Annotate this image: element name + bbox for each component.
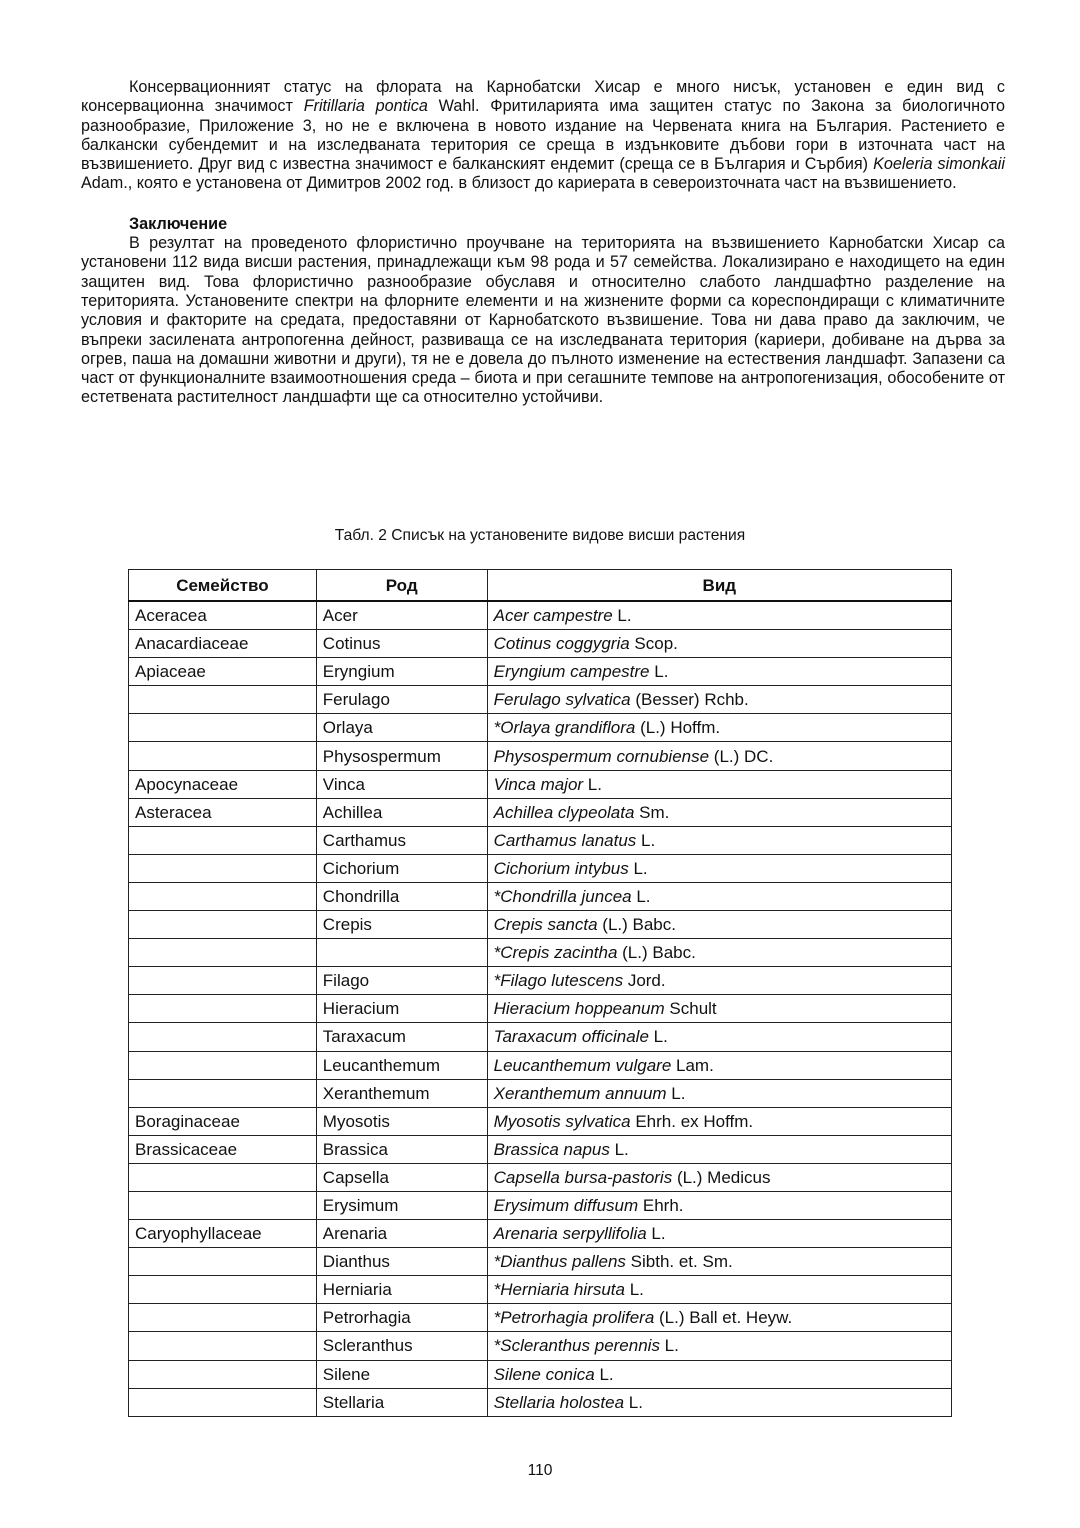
genus-cell: Myosotis (316, 1107, 487, 1135)
species-author: (L.) Babc. (597, 915, 676, 935)
species-table (128, 569, 952, 1417)
species-cell (487, 854, 951, 882)
species-author: Sm. (634, 802, 670, 822)
table-row (129, 1107, 952, 1135)
species-cell (487, 686, 951, 714)
genus-cell: Scleranthus (316, 1332, 487, 1360)
family-cell (129, 967, 317, 995)
table-row (129, 686, 952, 714)
family-cell: Asteracea (129, 798, 317, 826)
table-row (129, 1163, 952, 1191)
species-cell (487, 1360, 951, 1388)
species-epithet: Eryngium campestre (493, 662, 650, 682)
genus-cell: Capsella (316, 1163, 487, 1191)
species-cell (487, 1332, 951, 1360)
table-row (129, 658, 952, 686)
species-author: Ehrh. (638, 1196, 684, 1216)
species-name: Fritillaria pontica (303, 97, 428, 116)
species-epithet: *Dianthus pallens (493, 1252, 626, 1272)
species-cell (487, 770, 951, 798)
species-cell (487, 798, 951, 826)
species-cell (487, 601, 951, 630)
table-row (129, 826, 952, 854)
text-run: Adam., която е установена от Димитров 2002 год. в близост до кариерата в североизточната част на възвишението. (81, 174, 957, 193)
table-row (129, 939, 952, 967)
species-cell (487, 1023, 951, 1051)
family-cell (129, 854, 317, 882)
family-cell (129, 686, 317, 714)
genus-cell: Erysimum (316, 1191, 487, 1219)
species-author: (L.) Babc. (617, 943, 696, 963)
table-row (129, 882, 952, 910)
species-cell (487, 1135, 951, 1163)
table-row (129, 995, 952, 1023)
table-row (129, 1248, 952, 1276)
genus-cell: Eryngium (316, 658, 487, 686)
species-epithet: Physospermum cornubiense (493, 746, 710, 766)
species-cell (487, 658, 951, 686)
species-cell (487, 1248, 951, 1276)
family-cell (129, 1304, 317, 1332)
genus-cell: Ferulago (316, 686, 487, 714)
family-cell: Caryophyllaceae (129, 1220, 317, 1248)
species-cell (487, 1163, 951, 1191)
species-epithet: Carthamus lanatus (493, 830, 637, 850)
table-caption: Табл. 2 Списък на установените видове висши растения (334, 527, 746, 544)
species-cell (487, 995, 951, 1023)
species-author: L. (666, 1083, 686, 1103)
species-author: Sibth. et. Sm. (625, 1252, 733, 1272)
conclusion-paragraph: В резултат на проведеното флористично проучване на територията на възвишението Карнобатски Хисар са установени 112 вида висши растения, принадлежащи към 98 рода и 57 семейства. Локализирано е находището на един защитен вид. Това флористично разнообразие обуславя и относително слаботo ландшафтно разделение на територията. Установените спектри на флорните елементи и на жизнените форми са кореспондиращи с климатичните условия и факторите на средата, предоставяни от Карнобатското възвишение. Това ни дава право да заключим, че въпреки засилената антропогенна дейност, развиваща се на изследваната територия (кариери, добиване на дърва за огрев, паша на домашни животни и други), тя не е довела до пълното изменение на естествения ландшафт. Запазени са част от функционалните взаимоотношения среда – биота и при сегашните темпове на антропогенизация, обособените от естетвената растителност ландшафти ще са относително устойчиви. (81, 234, 1005, 407)
species-author: L. (628, 858, 648, 878)
genus-cell: Cichorium (316, 854, 487, 882)
species-author: L. (659, 1336, 679, 1356)
genus-cell: Stellaria (316, 1388, 487, 1416)
species-cell (487, 742, 951, 770)
genus-cell: Physospermum (316, 742, 487, 770)
species-epithet: *Petrorhagia prolifera (493, 1308, 655, 1328)
table-row (129, 1360, 952, 1388)
genus-cell: Acer (316, 601, 487, 630)
species-author: Lam. (671, 1055, 714, 1075)
species-epithet: Achillea clypeolata (493, 802, 635, 822)
species-epithet: *Scleranthus perennis (493, 1336, 660, 1356)
family-cell (129, 1360, 317, 1388)
species-epithet: Xeranthemum annuum (493, 1083, 667, 1103)
species-epithet: Ferulago sylvatica (493, 690, 631, 710)
table-row (129, 1304, 952, 1332)
genus-cell: Leucanthemum (316, 1051, 487, 1079)
genus-cell: Herniaria (316, 1276, 487, 1304)
page-number: 110 (527, 1462, 553, 1479)
species-author: L. (594, 1364, 614, 1384)
species-cell (487, 1051, 951, 1079)
family-cell (129, 1248, 317, 1276)
species-author: (L.) Hoffm. (635, 718, 721, 738)
species-author: (L.) Ball et. Heyw. (654, 1308, 793, 1328)
family-cell: Anacardiaceae (129, 630, 317, 658)
table-row (129, 1220, 952, 1248)
species-cell (487, 882, 951, 910)
table-row (129, 798, 952, 826)
species-author: Jord. (623, 971, 666, 991)
family-cell (129, 995, 317, 1023)
species-cell (487, 911, 951, 939)
species-epithet: Acer campestre (493, 606, 613, 626)
header-species: Вид (487, 570, 951, 602)
family-cell (129, 939, 317, 967)
species-epithet: Stellaria holostea (493, 1392, 625, 1412)
species-cell (487, 1304, 951, 1332)
species-epithet: *Crepis zacintha (493, 943, 618, 963)
family-cell (129, 1332, 317, 1360)
genus-cell: Orlaya (316, 714, 487, 742)
species-epithet: Crepis sancta (493, 915, 598, 935)
table-row (129, 854, 952, 882)
species-cell (487, 1079, 951, 1107)
table-row (129, 601, 952, 630)
species-author: L. (646, 1224, 666, 1244)
genus-cell: Hieracium (316, 995, 487, 1023)
species-cell (487, 826, 951, 854)
species-epithet: Cotinus coggygria (493, 634, 630, 654)
species-cell (487, 1107, 951, 1135)
species-cell (487, 1388, 951, 1416)
family-cell (129, 1191, 317, 1219)
header-family: Семейство (129, 570, 317, 602)
table-row (129, 1191, 952, 1219)
species-epithet: Brassica napus (493, 1139, 610, 1159)
species-author: Ehrh. ex Hoffm. (630, 1111, 754, 1131)
species-epithet: *Filago lutescens (493, 971, 624, 991)
species-author: (L.) Medicus (672, 1167, 771, 1187)
table-row (129, 1023, 952, 1051)
genus-cell: Achillea (316, 798, 487, 826)
species-author: L. (583, 774, 602, 794)
species-epithet: *Chondrilla juncea (493, 886, 632, 906)
species-epithet: Erysimum diffusum (493, 1196, 639, 1216)
species-epithet: Leucanthemum vulgare (493, 1055, 672, 1075)
table-row (129, 1079, 952, 1107)
family-cell: Apocynaceae (129, 770, 317, 798)
table-row (129, 1051, 952, 1079)
species-epithet: Cichorium intybus (493, 858, 629, 878)
table-row (129, 770, 952, 798)
species-author: L. (648, 1027, 668, 1047)
species-cell (487, 1220, 951, 1248)
family-cell (129, 1023, 317, 1051)
table-row (129, 1276, 952, 1304)
text-run: Консервационният статус на флората на Карнобатски Хисар е много нисък, установен е един вид с консервационна значимост (81, 78, 1005, 116)
species-epithet: Taraxacum officinale (493, 1027, 649, 1047)
family-cell (129, 1051, 317, 1079)
header-genus: Род (316, 570, 487, 602)
genus-cell: Cotinus (316, 630, 487, 658)
table-row (129, 630, 952, 658)
table-row (129, 1135, 952, 1163)
family-cell (129, 714, 317, 742)
species-epithet: *Herniaria hirsuta (493, 1280, 625, 1300)
genus-cell: Vinca (316, 770, 487, 798)
species-author: (L.) DC. (709, 746, 774, 766)
genus-cell: Carthamus (316, 826, 487, 854)
text-run: Wahl. Фритиларията има защитен статус по Закона за биологичното разнообразие, Приложение 3, но не е включена в новото издание на Червената книга на България. Растението е балкански субендемит и на изследваната територия се среща в издънковите дъбови гори в източната част на възвишението. Друг вид с известна значимост е балканският ендемит (среща се в България и Сърбия) (81, 97, 1005, 174)
family-cell (129, 1163, 317, 1191)
conclusion-heading: Заключение (129, 214, 228, 233)
genus-cell: Xeranthemum (316, 1079, 487, 1107)
species-author: L. (609, 1139, 629, 1159)
genus-cell: Petrorhagia (316, 1304, 487, 1332)
species-epithet: Myosotis sylvatica (493, 1111, 631, 1131)
species-author: L. (631, 886, 651, 906)
species-cell (487, 630, 951, 658)
species-cell (487, 1191, 951, 1219)
species-author: Schult (664, 999, 717, 1019)
species-author: (Besser) Rchb. (630, 690, 749, 710)
family-cell (129, 1388, 317, 1416)
species-epithet: *Orlaya grandiflora (493, 718, 636, 738)
species-epithet: Arenaria serpyllifolia (493, 1224, 647, 1244)
species-author: L. (649, 662, 669, 682)
table-row (129, 967, 952, 995)
genus-cell: Arenaria (316, 1220, 487, 1248)
family-cell (129, 1276, 317, 1304)
species-author: L. (624, 1392, 643, 1412)
species-epithet: Capsella bursa-pastoris (493, 1167, 673, 1187)
conservation-status-paragraph (81, 78, 1005, 194)
genus-cell (316, 939, 487, 967)
family-cell: Boraginaceae (129, 1107, 317, 1135)
family-cell: Brassicaceae (129, 1135, 317, 1163)
species-author: L. (636, 830, 656, 850)
genus-cell: Silene (316, 1360, 487, 1388)
genus-cell: Filago (316, 967, 487, 995)
species-name: Koeleria simonkaii (873, 155, 1005, 174)
species-epithet: Hieracium hoppeanum (493, 999, 665, 1019)
species-cell (487, 714, 951, 742)
genus-cell: Dianthus (316, 1248, 487, 1276)
family-cell: Apiaceae (129, 658, 317, 686)
species-epithet: Vinca major (493, 774, 584, 794)
species-author: L. (624, 1280, 644, 1300)
family-cell (129, 826, 317, 854)
family-cell (129, 911, 317, 939)
family-cell (129, 1079, 317, 1107)
table-header-row (129, 570, 952, 602)
species-cell (487, 967, 951, 995)
species-author: L. (612, 606, 632, 626)
table-row (129, 1388, 952, 1416)
table-row (129, 1332, 952, 1360)
species-cell (487, 1276, 951, 1304)
table-row (129, 714, 952, 742)
table-row (129, 742, 952, 770)
genus-cell: Crepis (316, 911, 487, 939)
genus-cell: Taraxacum (316, 1023, 487, 1051)
species-epithet: Silene conica (493, 1364, 595, 1384)
page-body (81, 78, 1005, 408)
species-cell (487, 939, 951, 967)
family-cell (129, 742, 317, 770)
family-cell: Aceracea (129, 601, 317, 630)
genus-cell: Brassica (316, 1135, 487, 1163)
table-row (129, 911, 952, 939)
genus-cell: Chondrilla (316, 882, 487, 910)
family-cell (129, 882, 317, 910)
species-author: Scop. (629, 634, 678, 654)
